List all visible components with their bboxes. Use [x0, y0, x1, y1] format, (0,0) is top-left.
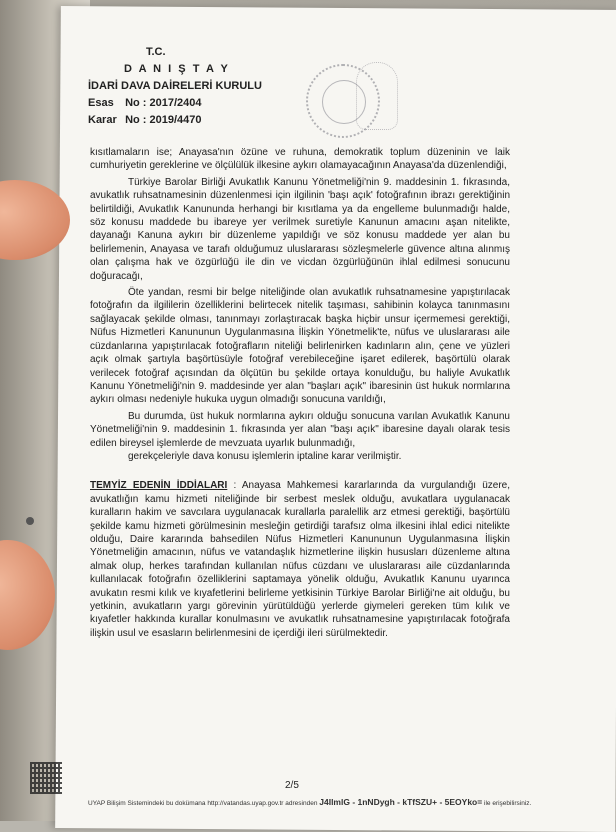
paragraph-4: Bu durumda, üst hukuk normlarına aykırı olduğu sonucuna varılan Avukatlık Kanunu Yönetmeliği'nin 9. maddesinin 1. fıkrasında yer alan "başı açık" ibaresine dayalı olarak tesis edilen bireysel işlemlerde de mevzuata uyarlık bulunmadığı, — [90, 410, 510, 449]
karar-label: Karar — [88, 114, 117, 126]
esas-label: Esas — [88, 97, 114, 109]
footer-prefix: UYAP Bilişim Sistemindeki bu dokümana http://vatandas.uyap.gov.tr adresinden — [88, 800, 318, 807]
board-name: İDARİ DAVA DAİRELERİ KURULU — [88, 80, 262, 92]
esas-row — [88, 95, 262, 112]
seal-stamp-secondary — [356, 62, 398, 130]
page-number: 2/5 — [285, 780, 299, 791]
footer-suffix: ile erişebilirsiniz. — [484, 800, 532, 807]
appeal-heading: TEMYİZ EDENİN İDDİALARI — [90, 480, 228, 492]
karar-row — [88, 112, 262, 129]
karar-value: No : 2019/4470 — [125, 114, 202, 126]
appeal-section — [90, 479, 510, 640]
document-body — [90, 146, 510, 640]
document-footer — [88, 797, 531, 807]
footer-access-code: J4IlmlG - 1nNDygh - kTfSZU+ - 5EOYko= — [319, 797, 483, 807]
paragraph-2: Türkiye Barolar Birliği Avukatlık Kanunu Yönetmeliği'nin 9. maddesinin 1. fıkrasında, avukatlık ruhsatnamesinin düzenlenmesi için ilgilinin 'başı açık' fotoğrafının ibrazı gerektiğinin belirtildiği, Avukatlık Kanununda herhangi bir kısıtlama ya da engelleme bulunmadığı halde, söz konusu maddede bu ibareye yer verilmek suretiyle Kanunun amacını aşan nitelikte, dayanağı Kanuna aykırı bir düzenleme yapıldığı ve söz konusu maddede yer alan bu belirlemenin, Anayasa ve tarafı olduğumuz uluslararası sözleşmelerle güvence altına alınmış olan çalışma hak ve özgürlüğü ile din ve vicdan özgürlüğünün ihlal edilmesi sonucunu doğuracağı, — [90, 176, 510, 282]
paragraph-5: gerekçeleriyle dava konusu işlemlerin iptaline karar verilmiştir. — [128, 450, 402, 462]
country-label: T.C. — [146, 46, 166, 58]
appeal-text: : Anayasa Mahkemesi kararlarında da vurgulandığı üzere, avukatlığın kamu hizmeti niteliğinde bir serbest meslek olduğu, avukatlara uygulanacak kuralların hakim ve savcılara uygulanacak kurallarla paralellik arz etmesi gerektiği, başörtülü şekilde kamu hizmeti görülmesinin mesleğin getirdiği tarafsız olma ilkesini ihlal edici nitelikte olduğu, Daire kararında bahsedilen Nüfus Hizmetleri Kanununun Uygulanmasına İlişkin Yönetmeliğin amacının, nüfus ve vatandaşlık hizmetlerine ilişkin hususları düzenleme altına almak olup, herkes tarafından kullanılan nüfus cüzdanı ve uluslararası aile cüzdanlarında kullanılacak fotoğrafın özelliklerini saptamaya yönelik olduğu, Avukatlık Kanunu uyarınca avukatın resmi kılık ve kıyafetlerini belirleme yetkisinin Türkiye Barolar Birliği'ne ait olduğu, bu yetkinin, avukatların yargı görevinin yürütüldüğü yerlerde giymeleri gereken tüm kılık ve kıyafetler hakkında kurallar konulmasını ve avukatlık ruhsatnamesine yapıştırılacak fotoğrafa ilişkin usul ve esasların belirlenmesini de içerdiği ileri sürülmektedir. — [90, 480, 510, 639]
paper-clip-pin — [26, 517, 34, 525]
esas-value: No : 2017/2404 — [125, 97, 202, 109]
paragraph-1: kısıtlamaların ise; Anayasa'nın özüne ve ruhuna, demokratik toplum düzeninin ve laik cumhuriyetin gereklerine ve ölçülülük ilkesine aykırı olamayacağının Anayasa'da düzenlendiği, — [90, 147, 510, 172]
qr-code-icon — [30, 762, 62, 794]
paragraph-3: Öte yandan, resmi bir belge niteliğinde olan avukatlık ruhsatnamesine yapıştırılacak fotoğrafın da ilgililerin özelliklerini belirtecek nitelik taşıması, sahibinin kolayca tanınmasını sağlayacak şekilde olması, tanınmayı zorlaştıracak başka hiçbir unsur içermemesi gerektiği, Nüfus Hizmetleri Kanununun Uygulanmasına İlişkin Yönetmelik'te, nüfus ve uluslararası aile cüzdanlarına yapıştırılacak fotoğrafların niteliği belirlenirken kadınların alın, çene ve yüzleri açık olmak şartıyla başörtüsüyle fotoğraf verebileceğine işaret edilerek, başörtülü olarak verilecek fotoğraf açısından da ölçütün bu şekilde ortaya konulduğu, bu haliyle Avukatlık Kanunu Yönetmeliği'nin 9. maddesinde yer alan "başları açık" ibaresinin üst hukuk normlarına aykırı olması nedeniyle hukuka uygun olmadığı sonucuna varıldığı, — [90, 287, 510, 406]
court-name: D A N I Ş T A Y — [124, 63, 230, 75]
document-header — [88, 44, 262, 129]
